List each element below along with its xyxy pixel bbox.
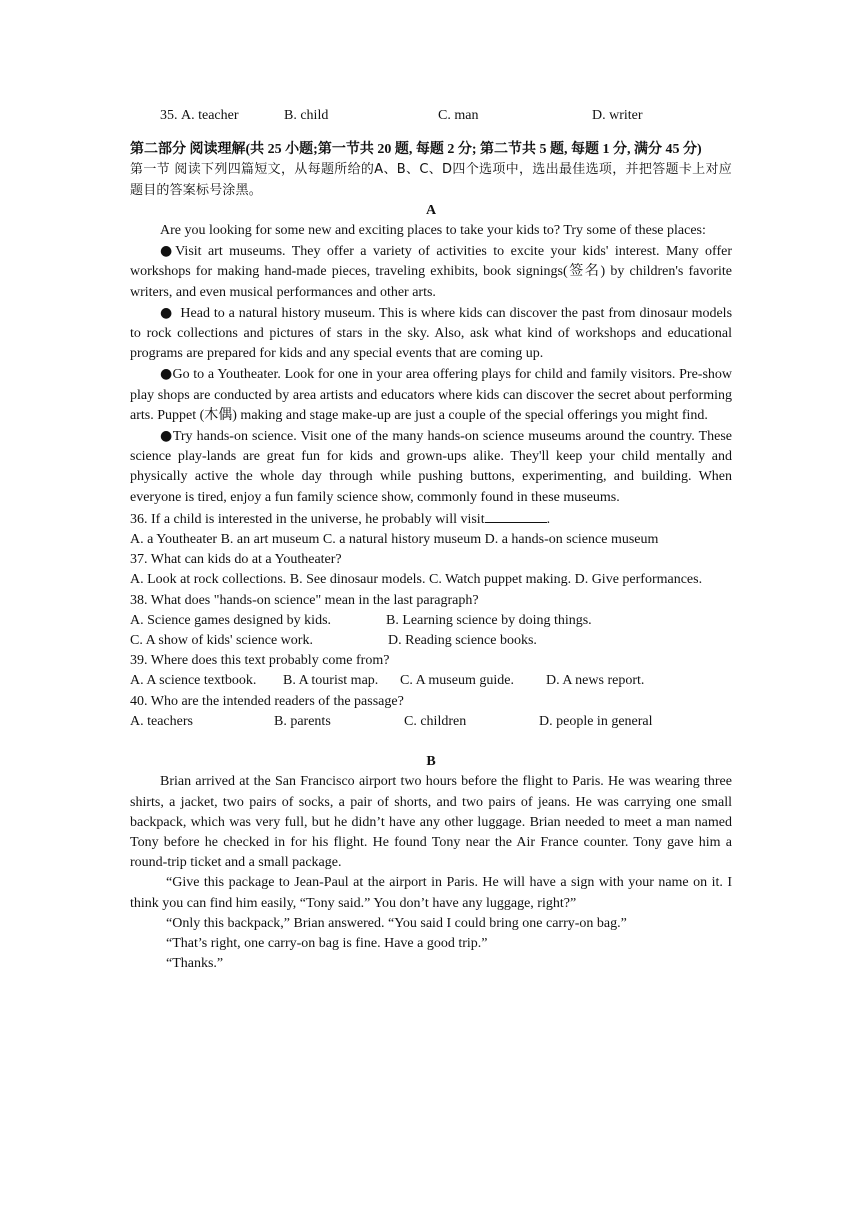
question-40-options — [130, 712, 732, 732]
question-39-stem: 39. Where does this text probably come from? — [130, 653, 390, 669]
q39-option-c: C. A museum guide. — [400, 673, 514, 689]
q35-option-c: C. man — [438, 108, 479, 123]
q38-option-c: C. A show of kids' science work. — [130, 633, 313, 649]
q40-option-b: B. parents — [274, 713, 331, 729]
passage-a-intro: Are you looking for some new and exciting places to take your kids to? Try some of these places: — [160, 223, 706, 239]
passage-b-letter: B — [426, 754, 436, 770]
passage-a-letter: A — [425, 202, 437, 218]
bullet-icon: ● — [160, 366, 173, 383]
q38-option-b: B. Learning science by doing things. — [386, 612, 592, 628]
q40-option-a: A. teachers — [130, 713, 193, 729]
q38-option-a: A. Science games designed by kids. — [130, 612, 332, 628]
q40-option-c: C. children — [404, 713, 467, 729]
question-36-stem: 36. If a child is interested in the universe, he probably will visit . — [130, 508, 732, 530]
passage-b-para-2: “Give this package to Jean-Paul at the airport in Paris. He will have a sign with your name on it. I think you can find him easily, “Tony said.” You don’t have any luggage, right?” — [130, 875, 732, 911]
question-36-options: A. a Youtheater B. an art museum C. a natural history museum D. a hands-on science museum — [130, 532, 659, 548]
part2-instruction: 第一节 阅读下列四篇短文，从每题所给的A、B、C、D四个选项中，选出最佳选项，并把答题卡上对应题目的答案标号涂黑。 — [130, 162, 732, 198]
bullet-icon: ● — [160, 304, 173, 321]
q35-option-b: B. child — [284, 108, 329, 123]
q39-option-d: D. A news report. — [546, 673, 645, 689]
question-38-options-row-2 — [130, 631, 732, 651]
bullet-icon: ● — [160, 428, 173, 445]
answer-blank — [485, 508, 547, 523]
question-40-stem: 40. Who are the intended readers of the passage? — [130, 693, 404, 709]
passage-b-para-5: “Thanks.” — [166, 956, 224, 972]
passage-a-para-1: ●Visit art museums. They offer a variety of activities to excite your kids' interest. Many offer workshops for making hand-made pieces, traveling exhibits, book signings(签名) by children's favorite writers, and even musical performances and other arts. — [130, 243, 733, 300]
passage-a-para-2: ● Head to a natural history museum. This is where kids can discover the past from dinosaur models to rock collections and pictures of stars in the sky. Also, ask what kind of workshops and educational programs are prepared for kids and any special events that are coming up. — [130, 304, 733, 362]
question-38-options-row-1 — [130, 611, 732, 631]
q35-option-d: D. writer — [592, 108, 643, 123]
passage-b-para-4: “That’s right, one carry-on bag is fine. Have a good trip.” — [166, 935, 488, 951]
question-38-stem: 38. What does "hands-on science" mean in the last paragraph? — [130, 592, 479, 608]
passage-b-para-3: “Only this backpack,” Brian answered. “You said I could bring one carry-on bag.” — [166, 915, 627, 931]
passage-a-para-4: ●Try hands-on science. Visit one of the many hands-on science museums around the country. These science play-lands are great fun for kids and grown-ups alike. They'll keep your child mentally and physically active the whole day through while pushing buttons, experimenting, and building. When everyone is tired, enjoy a fun family science show, commonly found in these museums. — [130, 428, 732, 505]
passage-a-para-3: ●Go to a Youtheater. Look for one in your area offering plays for child and family visitors. Pre-show play shops are conducted by area artists and educators where kids can discover the secret about performing arts. Puppet (木偶) making and stage make-up are just a couple of the special offerings you might find. — [130, 366, 733, 423]
bullet-icon: ● — [160, 243, 176, 260]
part2-heading: 第二部分 阅读理解(共 25 小题;第一节共 20 题, 每题 2 分; 第二节共 5 题, 每题 1 分, 满分 45 分) — [130, 142, 702, 158]
question-39-options — [130, 671, 732, 691]
q39-option-a: A. A science textbook. — [130, 673, 257, 689]
q38-option-d: D. Reading science books. — [388, 633, 537, 649]
passage-b-para-1: Brian arrived at the San Francisco airport two hours before the flight to Paris. He was wearing three shirts, a jacket, two pairs of socks, a pair of shorts, and two pairs of jeans. He was carrying one small backpack, which was very full, but he didn’t have any other luggage. Brian needed to meet a man named Tony before he checked in for his flight. He found Tony near the Air France counter. Tony gave him a round-trip ticket and a small package. — [130, 774, 732, 871]
exam-page — [130, 106, 732, 974]
q35-option-a: 35. A. teacher — [160, 108, 239, 123]
q40-option-d: D. people in general — [539, 713, 653, 729]
question-37-stem: 37. What can kids do at a Youtheater? — [130, 552, 342, 568]
spacer — [130, 732, 732, 752]
question-35-options — [130, 106, 732, 126]
question-37-options: A. Look at rock collections. B. See dinosaur models. C. Watch puppet making. D. Give performances. — [130, 572, 703, 588]
q39-option-b: B. A tourist map. — [283, 673, 379, 689]
